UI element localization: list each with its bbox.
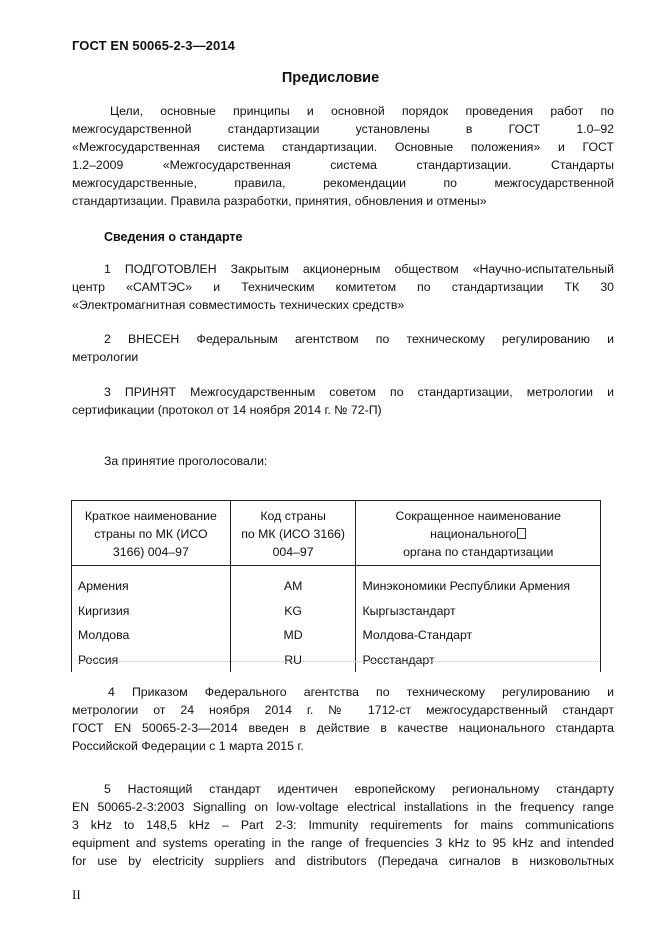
header-line: страны по МК (ИСО [94,527,208,541]
item-3-paragraph [72,383,614,419]
info-heading: Сведения о стандарте [104,230,243,244]
table-row [72,623,601,648]
table-row [72,566,601,599]
body-cell: Молдова-Стандарт [356,623,601,648]
text-line: 3 kHz to 148,5 kHz – Part 2-3: Immunity requirements for mains communications [72,818,614,832]
text-line: метрологии [72,350,139,364]
header-line: Краткое наименование [84,509,217,523]
text-line: «Межгосударственная система стандартизации. Основные положения» и ГОСТ [72,140,614,154]
body-cell: Росстандарт [356,648,601,673]
country-cell: Россия [72,648,231,673]
table-row [72,599,601,624]
code-cell: AM [230,566,356,599]
text-line: 4 Приказом Федерального агентства по техническому регулированию и [108,685,614,699]
column-header-body [356,501,601,566]
header-line: Сокращенное наименование [395,509,561,523]
text-line: 5 Настоящий стандарт идентичен европейскому региональному стандарту [104,782,614,796]
code-cell: RU [230,648,356,673]
text-line: межгосударственной стандартизации установлены в ГОСТ 1.0–92 [72,122,614,136]
body-cell: Кыргызстандарт [356,599,601,624]
item-1-paragraph [72,260,614,314]
page-number: II [72,887,81,902]
column-header-code [230,501,356,566]
text-line: 1.2–2009 «Межгосударственная система стандартизации. Стандарты [72,158,614,172]
header-line: Код страны [260,509,326,523]
text-line: метрологии от 24 ноября 2014 г. № 1712-ст межгосударственный стандарт [72,703,614,717]
country-cell: Армения [72,566,231,599]
table-row [72,648,601,673]
column-header-country [72,501,231,566]
item-5-paragraph [72,780,614,870]
voted-label: За принятие проголосовали: [104,454,268,468]
text-line: межгосударственные, правила, рекомендации по межгосударственной [72,176,614,190]
text-line: EN 50065-2-3:2003 Signalling on low-voltage electrical installations in the frequency range [72,800,614,814]
text-line: Цели, основные принципы и основной порядок проведения работ по [110,104,614,118]
intro-paragraph [72,102,614,210]
text-line: 1 ПОДГОТОВЛЕН Закрытым акционерным обществом «Научно-испытательный [104,262,614,276]
text-line: стандартизации. Правила разработки, принятия, обновления и отмены» [72,194,487,208]
item-4-paragraph [72,683,614,755]
document-code: ГОСТ EN 50065-2-3—2014 [72,38,235,53]
text-line: 3 ПРИНЯТ Межгосударственным советом по стандартизации, метрологии и [104,385,614,399]
header-line: 3166) 004–97 [112,545,189,559]
code-cell: KG [230,599,356,624]
text-line: ГОСТ EN 50065-2-3—2014 введен в действие в качестве национального стандарта [72,721,614,735]
table-header-row [72,501,601,566]
body-cell: Минэкономики Республики Армения [356,566,601,599]
text-line: «Электромагнитная совместимость технических средств» [72,298,405,312]
item-2-paragraph [72,330,614,366]
header-line: национального [360,525,596,543]
text-line: equipment and systems operating in the range of frequencies 3 kHz to 95 kHz and intended [72,836,614,850]
page-title: Предисловие [281,70,380,86]
text-line: центр «САМТЭС» и Техническим комитетом по стандартизации ТК 30 [72,280,614,294]
country-cell: Молдова [72,623,231,648]
table-cut-line [78,661,598,663]
text-line: сертификации (протокол от 14 ноября 2014 г. № 72-П) [72,403,382,417]
text-line: Российской Федерации с 1 марта 2015 г. [72,739,304,753]
voting-table [71,500,601,672]
code-cell: MD [230,623,356,648]
header-line: органа по стандартизации [403,545,554,559]
header-line: 004–97 [272,545,314,559]
text-line: for use by electricity suppliers and distributors (Передача сигналов в низковольтных [72,854,614,868]
country-cell: Киргизия [72,599,231,624]
header-line: по МК (ИСО 3166) [241,527,345,541]
missing-glyph-icon [517,528,526,539]
text-line: 2 ВНЕСЕН Федеральным агентством по техническому регулированию и [104,332,614,346]
